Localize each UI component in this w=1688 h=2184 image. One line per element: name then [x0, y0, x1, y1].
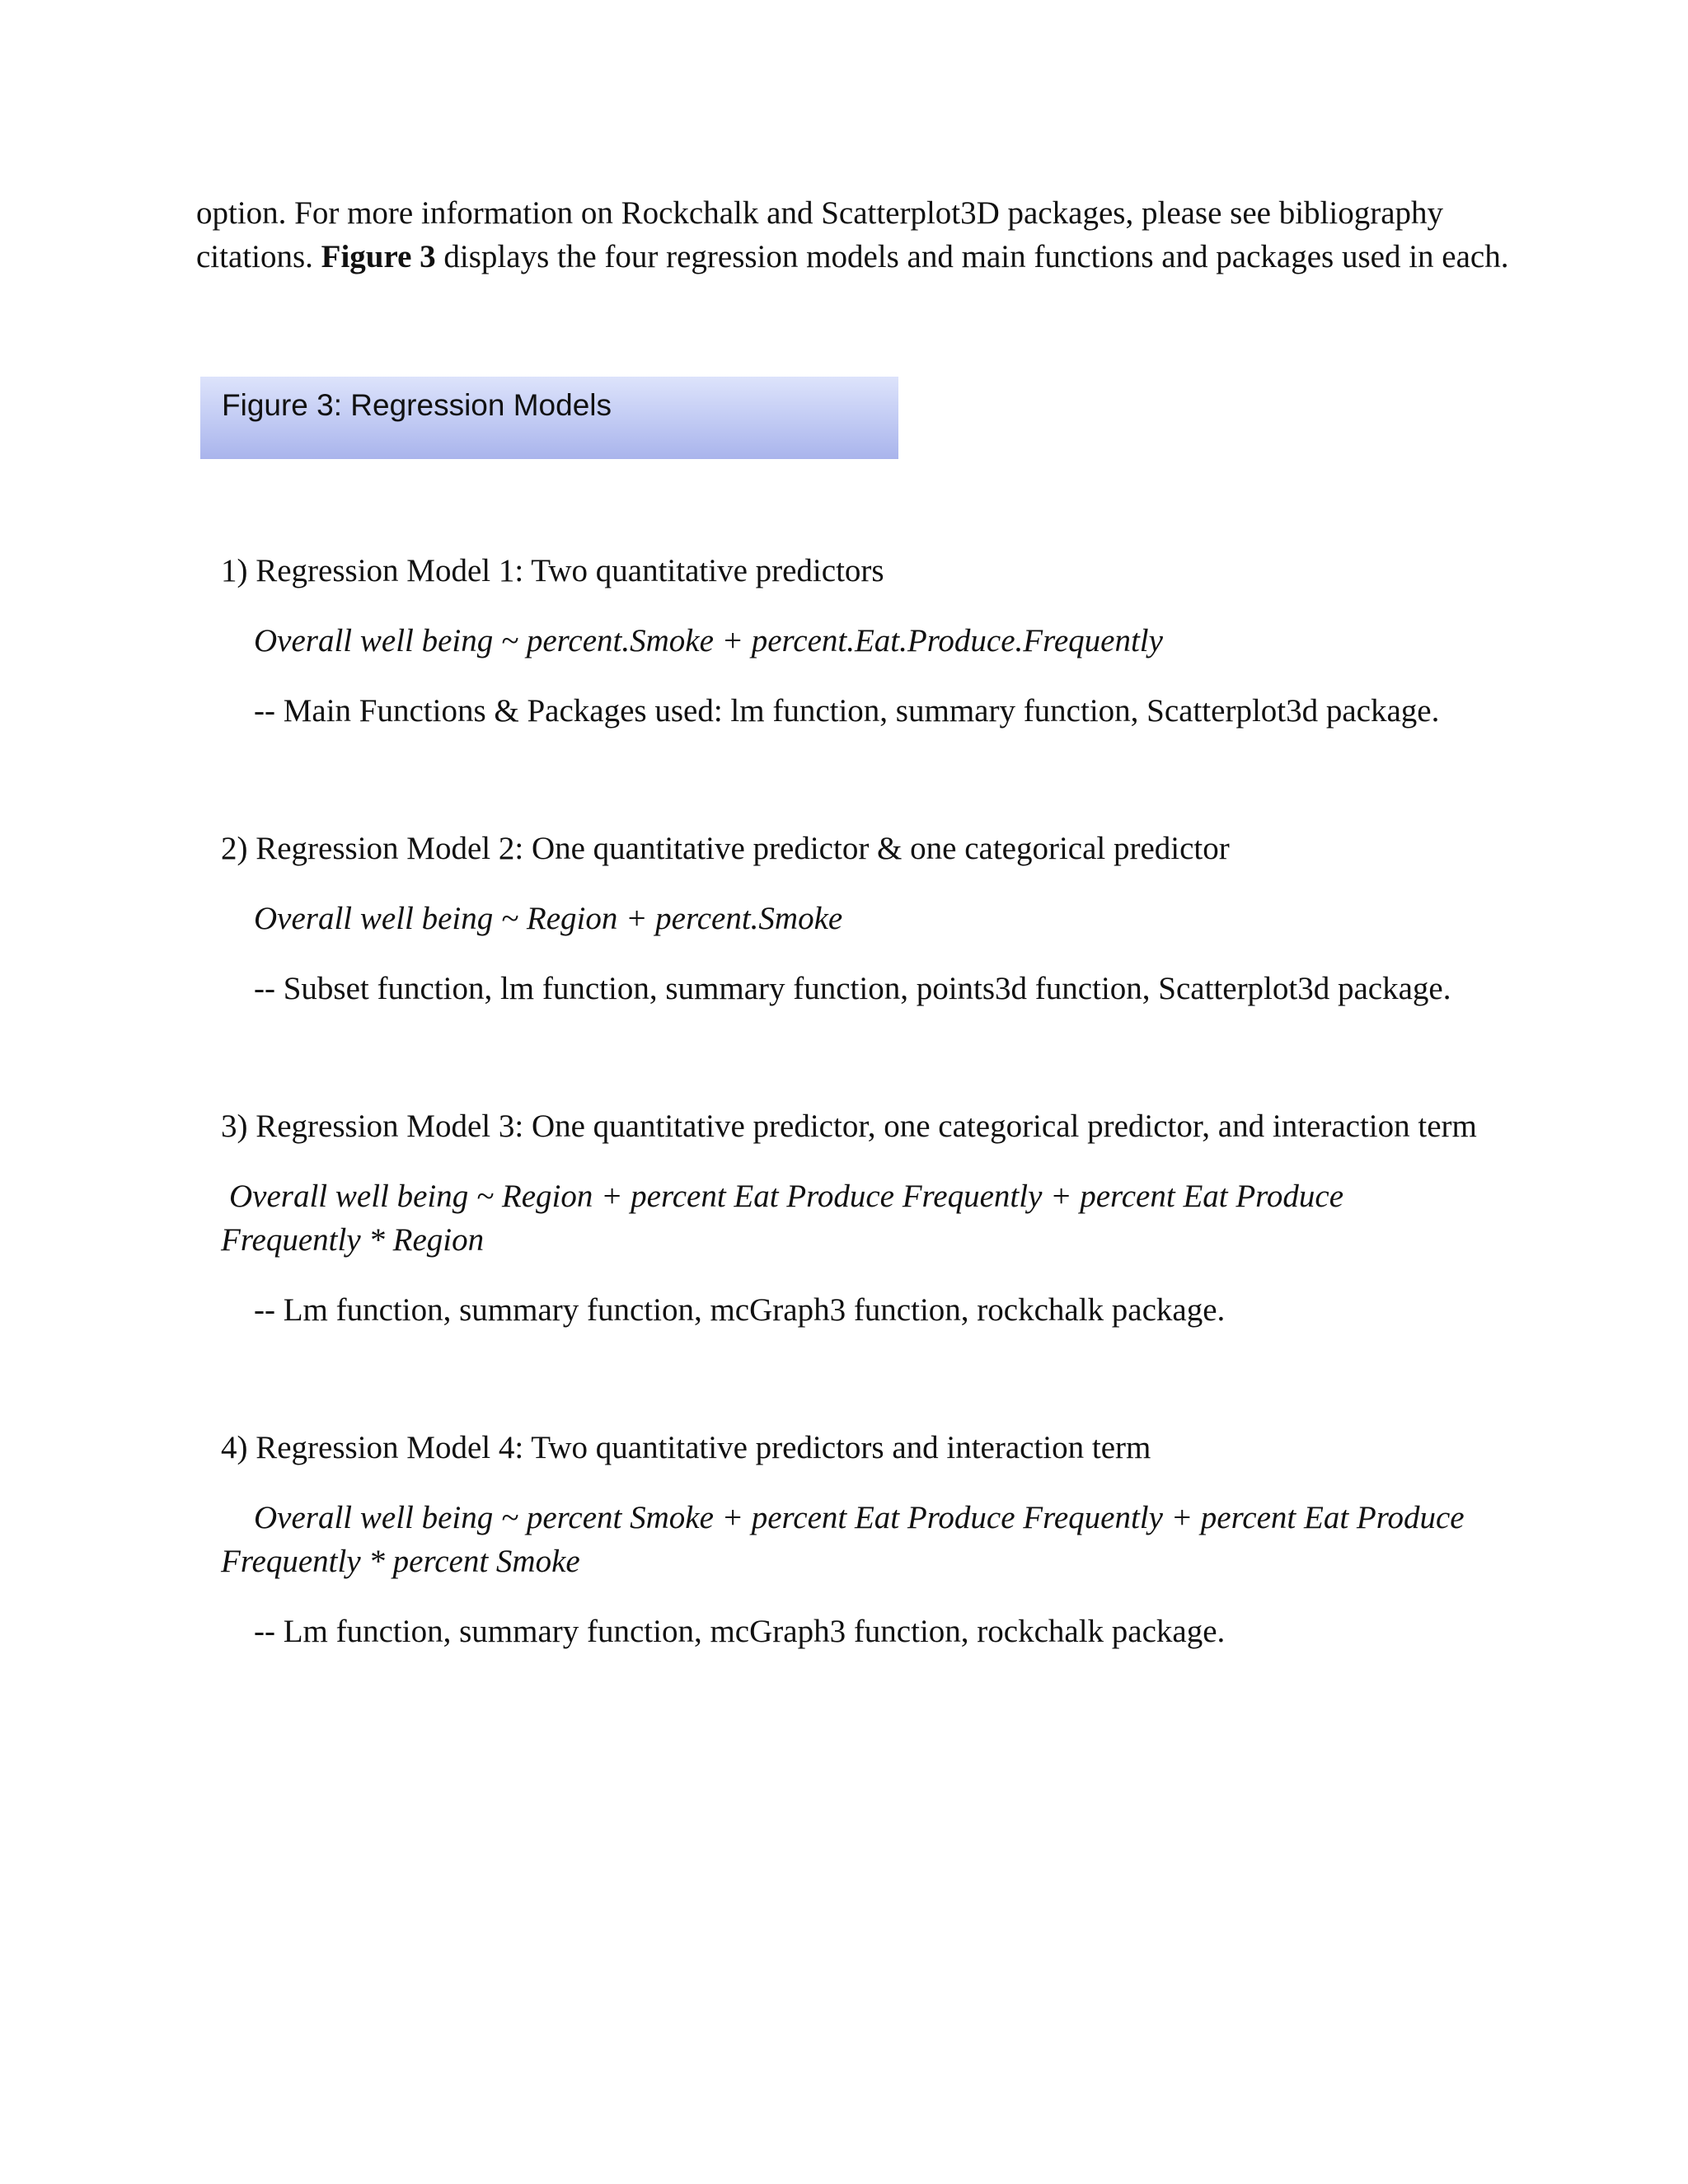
model-4-heading: 4) Regression Model 4: Two quantitative predictors and interaction term	[221, 1430, 1151, 1465]
model-3-heading: 3) Regression Model 3: One quantitative predictor, one categorical predictor, and interaction term	[221, 1108, 1477, 1144]
model-2-functions: -- Subset function, lm function, summary function, points3d function, Scatterplot3d package.	[254, 971, 1451, 1006]
model-3-formula-line1: Overall well being ~ Region + percent Eat Produce Frequently + percent Eat Produce	[229, 1179, 1344, 1214]
figure-caption-banner	[200, 377, 898, 459]
model-1-heading: 1) Regression Model 1: Two quantitative predictors	[221, 553, 884, 588]
model-1-formula: Overall well being ~ percent.Smoke + percent.Eat.Produce.Frequently	[254, 623, 1163, 658]
model-3-functions: -- Lm function, summary function, mcGraph3 function, rockchalk package.	[254, 1292, 1226, 1328]
intro-text-part2: displays the four regression models and main functions and packages used in each.	[435, 239, 1509, 274]
intro-figure-ref: Figure 3	[321, 239, 436, 274]
model-3-formula-line2: Frequently * Region	[221, 1222, 485, 1258]
model-1-functions: -- Main Functions & Packages used: lm function, summary function, Scatterplot3d package.	[254, 693, 1440, 729]
model-4-formula-line1: Overall well being ~ percent Smoke + percent Eat Produce Frequently + percent Eat Produce	[254, 1500, 1465, 1535]
model-2-heading: 2) Regression Model 2: One quantitative predictor & one categorical predictor	[221, 831, 1230, 866]
model-4-formula-line2: Frequently * percent Smoke	[221, 1544, 580, 1579]
intro-paragraph	[196, 191, 1523, 279]
model-4-functions: -- Lm function, summary function, mcGraph3 function, rockchalk package.	[254, 1614, 1226, 1649]
figure-caption: Figure 3: Regression Models	[222, 388, 612, 422]
model-2-formula: Overall well being ~ Region + percent.Smoke	[254, 901, 843, 936]
intro-text-part1: option. For more information on Rockchalk and Scatterplot3D packages, please see bibliography citations.	[196, 195, 1444, 274]
